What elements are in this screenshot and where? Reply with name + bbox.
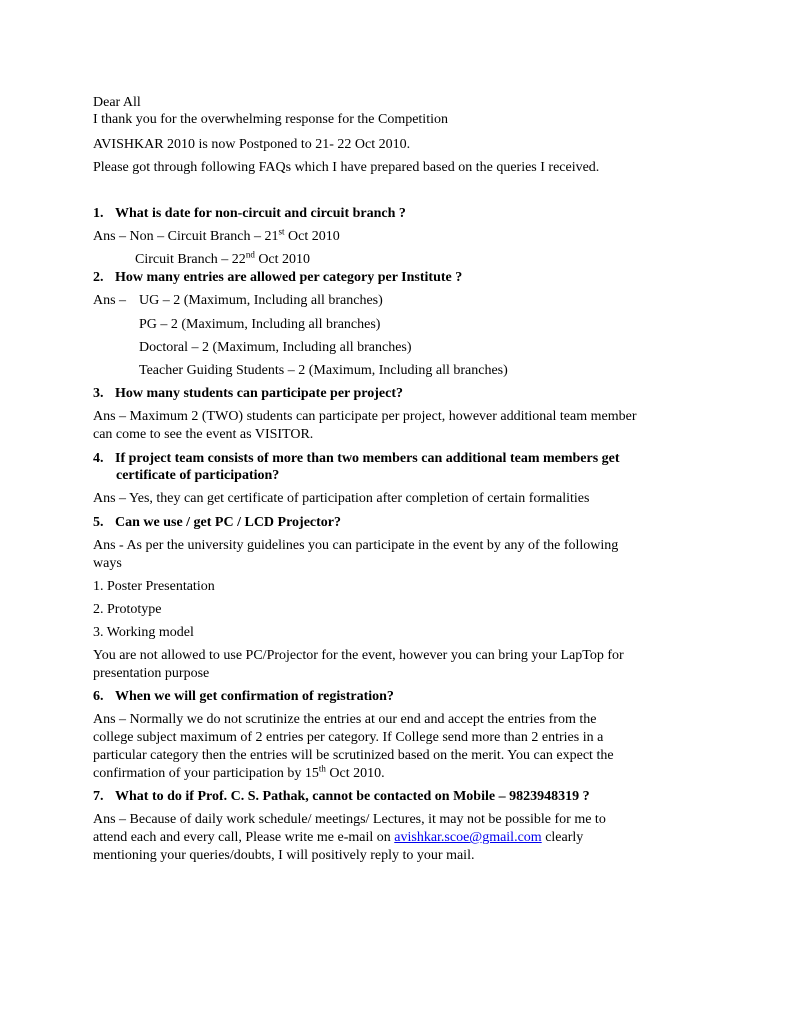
faq6-answer-line4 bbox=[93, 765, 385, 782]
faq6-answer-line1: Ans – Normally we do not scrutinize the entries at our end and accept the entries from the bbox=[93, 712, 597, 727]
faq5-answer-line3: You are not allowed to use PC/Projector for the event, however you can bring your LapTop for bbox=[93, 648, 624, 663]
faq1-a1-tail: Oct 2010 bbox=[284, 229, 340, 244]
faq3-answer-line2: can come to see the event as VISITOR. bbox=[93, 427, 314, 442]
faq3-answer-line1: Ans – Maximum 2 (TWO) students can participate per project, however additional team member bbox=[93, 409, 637, 424]
faq2-answer-ug: UG – 2 (Maximum, Including all branches) bbox=[139, 293, 383, 308]
faq4-question bbox=[93, 450, 620, 467]
faq7-answer-line3: mentioning your queries/doubts, I will positively reply to your mail. bbox=[93, 848, 475, 863]
faq-note: Please got through following FAQs which I have prepared based on the queries I received. bbox=[93, 160, 600, 175]
faq2-answer-prefix: Ans – bbox=[93, 293, 127, 308]
faq4-question-text: If project team consists of more than two members can additional team members get bbox=[115, 451, 620, 466]
faq2-answer-pg: PG – 2 (Maximum, Including all branches) bbox=[139, 317, 381, 332]
faq7-line2-text: attend each and every call, Please write me e-mail on bbox=[93, 830, 395, 845]
faq1-a1-sup: st bbox=[278, 226, 285, 237]
faq7-line2-tail: clearly bbox=[541, 830, 584, 845]
faq6-line4-text: confirmation of your participation by 15 bbox=[93, 766, 319, 781]
faq3-question-text: How many students can participate per project? bbox=[115, 386, 404, 401]
faq7-question-text: What to do if Prof. C. S. Pathak, cannot be contacted on Mobile – 9823948319 ? bbox=[115, 789, 590, 804]
faq1-question-text: What is date for non-circuit and circuit branch ? bbox=[115, 206, 406, 221]
faq6-question-text: When we will get confirmation of registration? bbox=[115, 689, 394, 704]
faq5-answer-line4: presentation purpose bbox=[93, 666, 210, 681]
greeting: Dear All bbox=[93, 95, 141, 110]
faq1-question bbox=[93, 205, 406, 222]
faq7-answer-line1: Ans – Because of daily work schedule/ meetings/ Lectures, it may not be possible for me to bbox=[93, 812, 606, 827]
faq1-answer-line1 bbox=[93, 228, 340, 245]
faq6-number: 6. bbox=[93, 689, 104, 704]
faq6-line4-tail: Oct 2010. bbox=[325, 766, 385, 781]
faq1-a2-text: Circuit Branch – 22 bbox=[135, 252, 246, 267]
faq2-question-text: How many entries are allowed per category per Institute ? bbox=[115, 270, 463, 285]
faq1-number: 1. bbox=[93, 206, 104, 221]
faq7-number: 7. bbox=[93, 789, 104, 804]
faq5-option-working-model: 3. Working model bbox=[93, 625, 194, 640]
faq5-answer-line1: Ans - As per the university guidelines you can participate in the event by any of the following bbox=[93, 538, 619, 553]
faq2-question bbox=[93, 269, 462, 286]
faq1-a2-sup: nd bbox=[245, 249, 255, 260]
faq5-answer-line2: ways bbox=[93, 556, 122, 571]
faq6-line4-sup: th bbox=[318, 763, 326, 774]
faq3-question bbox=[93, 385, 403, 402]
faq2-number: 2. bbox=[93, 270, 104, 285]
faq1-answer-line2 bbox=[135, 251, 310, 268]
faq1-a2-tail: Oct 2010 bbox=[254, 252, 311, 267]
faq2-answer-teacher: Teacher Guiding Students – 2 (Maximum, Including all branches) bbox=[139, 363, 508, 378]
faq5-question bbox=[93, 514, 341, 531]
faq4-number: 4. bbox=[93, 451, 104, 466]
faq4-answer: Ans – Yes, they can get certificate of participation after completion of certain formalities bbox=[93, 491, 590, 506]
faq5-number: 5. bbox=[93, 515, 104, 530]
faq3-number: 3. bbox=[93, 386, 104, 401]
faq2-answer-doctoral: Doctoral – 2 (Maximum, Including all branches) bbox=[139, 340, 412, 355]
thanks-line: I thank you for the overwhelming response for the Competition bbox=[93, 112, 448, 127]
faq4-question-line2: certificate of participation? bbox=[116, 468, 280, 483]
postponed-line: AVISHKAR 2010 is now Postponed to 21- 22 Oct 2010. bbox=[93, 137, 411, 152]
faq6-answer-line3: particular category then the entries will be scrutinized based on the merit. You can expect the bbox=[93, 748, 614, 763]
faq6-question bbox=[93, 688, 394, 705]
faq5-question-text: Can we use / get PC / LCD Projector? bbox=[115, 515, 342, 530]
faq6-answer-line2: college subject maximum of 2 entries per category. If College send more than 2 entries in a bbox=[93, 730, 604, 745]
faq5-option-prototype: 2. Prototype bbox=[93, 602, 162, 617]
faq1-a1-text: Ans – Non – Circuit Branch – 21 bbox=[93, 229, 279, 244]
email-link[interactable]: avishkar.scoe@gmail.com bbox=[394, 830, 542, 845]
faq7-question bbox=[93, 788, 590, 805]
faq5-option-poster: 1. Poster Presentation bbox=[93, 579, 215, 594]
faq7-answer-line2 bbox=[93, 829, 583, 846]
